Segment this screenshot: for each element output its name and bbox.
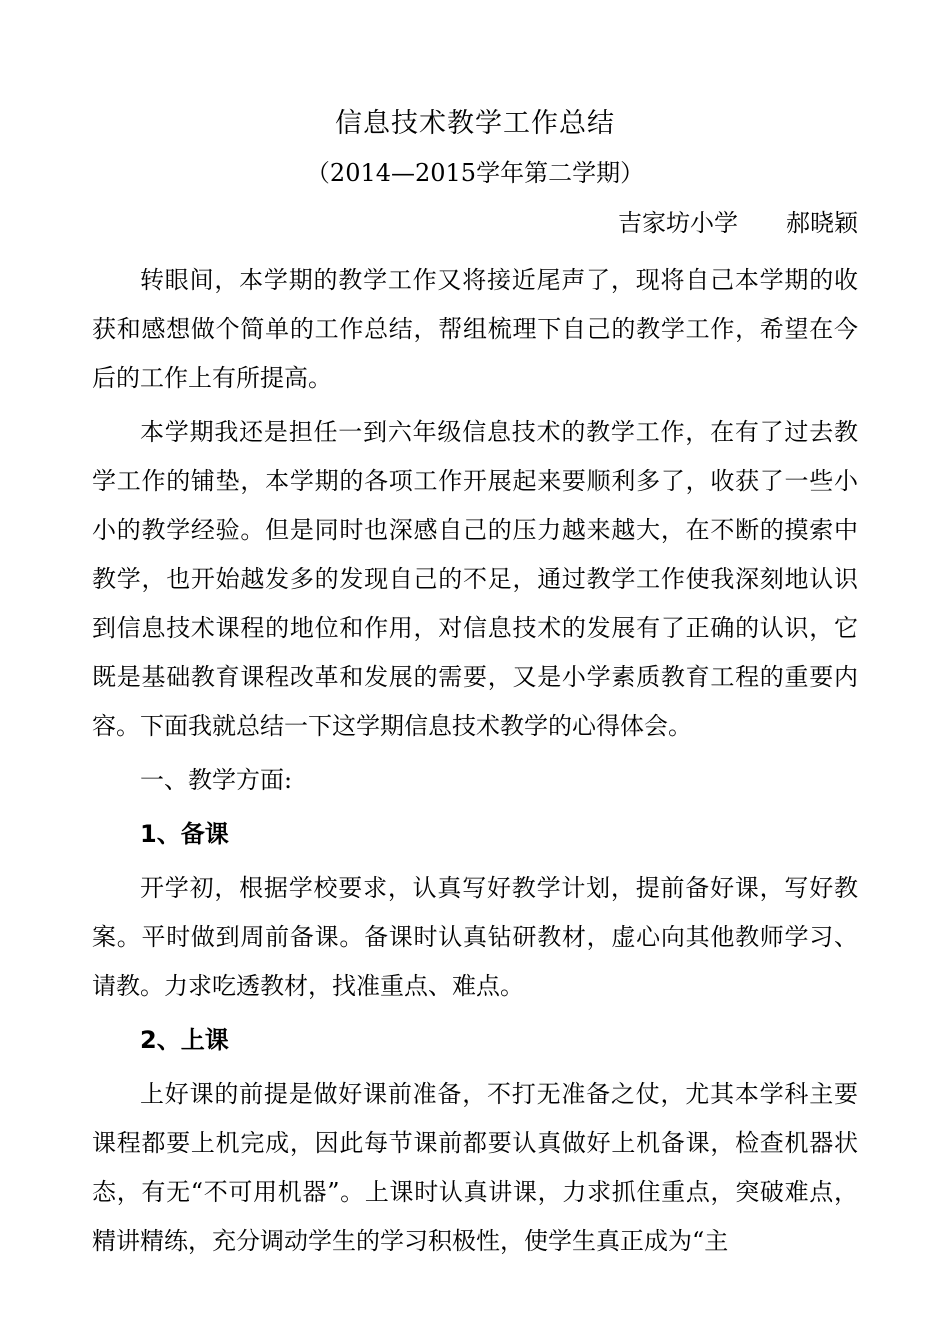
paragraph-intro: 转眼间，本学期的教学工作又将接近尾声了，现将自己本学期的收获和感想做个简单的工作总结，帮组梳理下自己的教学工作，希望在今后的工作上有所提高。: [92, 266, 858, 392]
paragraph-class-teaching: 上好课的前提是做好课前准备，不打无准备之仗，尤其本学科主要课程都要上机完成，因此每节课前都要认真做好上机备课，检查机器状态，有无“不可用机器”。上课时认真讲课，力求抓住重点，突破难点，精讲精练，充分调动学生的学习积极性，使学生真正成为“主: [92, 1080, 858, 1255]
section-heading-teaching: 一、教学方面:: [140, 766, 293, 794]
document-title: 信息技术教学工作总结: [335, 108, 615, 139]
paragraph-lesson-prep: 开学初，根据学校要求，认真写好教学计划，提前备好课，写好教案。平时做到周前备课。备课时认真钻研教材，虚心向其他教师学习、请教。力求吃透教材，找准重点、难点。: [92, 874, 858, 1000]
document-author: 吉家坊小学 郝晓颖: [618, 209, 858, 237]
subheading-lesson-prep: 1、备课: [140, 820, 229, 848]
document-body: [92, 256, 858, 1266]
document-subtitle: （2014—2015学年第二学期）: [305, 159, 645, 187]
subheading-class-teaching: 2、上课: [140, 1026, 229, 1054]
paragraph-overview: 本学期我还是担任一到六年级信息技术的教学工作，在有了过去教学工作的铺垫，本学期的各项工作开展起来要顺利多了，收获了一些小小的教学经验。但是同时也深感自己的压力越来越大，在不断的摸索中教学，也开始越发多的发现自己的不足，通过教学工作使我深刻地认识到信息技术课程的地位和作用，对信息技术的发展有了正确的认识，它既是基础教育课程改革和发展的需要，又是小学素质教育工程的重要内容。下面我就总结一下这学期信息技术教学的心得体会。: [92, 418, 858, 740]
